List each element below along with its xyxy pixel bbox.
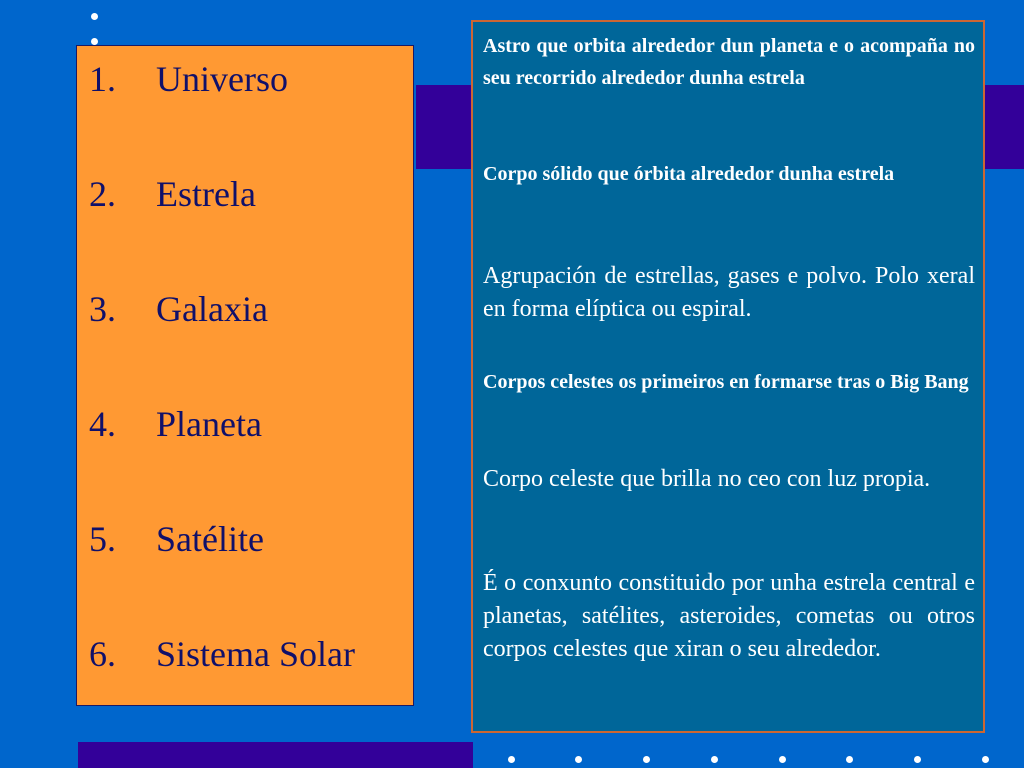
term-item-estrela xyxy=(89,176,256,212)
decorative-dot xyxy=(711,756,718,763)
term-number: 3. xyxy=(89,289,116,329)
definition-panel xyxy=(471,20,985,733)
decorative-dot xyxy=(982,756,989,763)
term-item-universo xyxy=(89,61,288,97)
term-number: 6. xyxy=(89,634,116,674)
decorative-dot xyxy=(914,756,921,763)
term-label: Galaxia xyxy=(156,289,268,329)
decorative-dot xyxy=(846,756,853,763)
decorative-dot xyxy=(91,13,98,20)
term-number: 2. xyxy=(89,174,116,214)
decorative-dot xyxy=(779,756,786,763)
term-list-panel xyxy=(76,45,414,706)
definition-sistema-solar: É o conxunto constituido por unha estrela central e planetas, satélites, asteroides, cometas ou otros corpos celestes que xiran o seu alrededor. xyxy=(483,570,975,662)
term-label: Universo xyxy=(156,59,288,99)
definition-satelite: Astro que orbita alrededor dun planeta e o acompaña no seu recorrido alrededor dunha estrela xyxy=(483,35,975,89)
term-item-satelite xyxy=(89,521,264,557)
definition-estrela: Corpo celeste que brilla no ceo con luz propia. xyxy=(483,466,931,492)
decorative-dot xyxy=(575,756,582,763)
decorative-dot xyxy=(91,38,98,45)
term-number: 1. xyxy=(89,59,116,99)
decorative-band-bottom xyxy=(78,742,473,768)
term-label: Sistema Solar xyxy=(156,634,355,674)
term-label: Satélite xyxy=(156,519,264,559)
term-item-planeta xyxy=(89,406,262,442)
term-number: 4. xyxy=(89,404,116,444)
term-item-galaxia xyxy=(89,291,268,327)
decorative-dot xyxy=(643,756,650,763)
term-number: 5. xyxy=(89,519,116,559)
term-item-sistema-solar xyxy=(89,636,355,672)
definition-estrela-primeira: Corpos celestes os primeiros en formarse tras o Big Bang xyxy=(483,371,969,393)
decorative-dot xyxy=(508,756,515,763)
term-label: Planeta xyxy=(156,404,262,444)
definition-galaxia: Agrupación de estrellas, gases e polvo. Polo xeral en forma elíptica ou espiral. xyxy=(483,263,975,322)
term-label: Estrela xyxy=(156,174,256,214)
definition-planeta: Corpo sólido que órbita alrededor dunha estrela xyxy=(483,163,895,185)
